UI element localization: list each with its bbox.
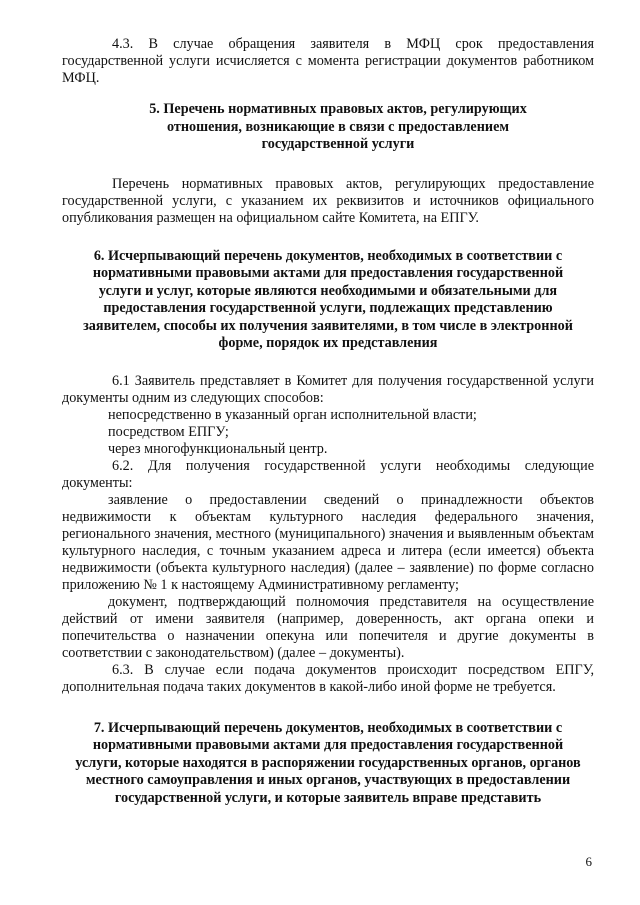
paragraph-6-2: 6.2. Для получения государственной услуги необходимы следующие документы: bbox=[62, 457, 594, 491]
required-document-2: документ, подтверждающий полномочия представителя на осуществление действий от имени заявителя (например, доверенность, акт органа опеки и попечительства о назначении опекуна или попечителя и другие документы в соответствии с законодательством) (далее – документы). bbox=[62, 593, 594, 661]
submission-way-3: через многофункциональный центр. bbox=[108, 440, 328, 457]
submission-way-1: непосредственно в указанный орган исполнительной власти; bbox=[108, 406, 477, 423]
page-number: 6 bbox=[585, 854, 592, 869]
section-5-heading: 5. Перечень нормативных правовых актов, регулирующих отношения, возникающие в связи с предоставлением государственной услуги bbox=[149, 101, 527, 152]
page-content bbox=[62, 36, 594, 807]
submission-way-2: посредством ЕПГУ; bbox=[108, 423, 229, 440]
paragraph-6-3: 6.3. В случае если подача документов происходит посредством ЕПГУ, дополнительная подача таких документов в какой-либо иной форме не требуется. bbox=[62, 661, 594, 695]
paragraph-6-1: 6.1 Заявитель представляет в Комитет для получения государственной услуги документы одним из следующих способов: bbox=[62, 372, 594, 406]
required-document-1: заявление о предоставлении сведений о принадлежности объектов недвижимости к объектам культурного наследия федерального значения, регионального значения, местного (муниципального) значения и выявленным объектам культурного наследия, с точным указанием адреса и литера (если имеется) объекта недвижимости (объекта культурного наследия) (далее – заявление) по форме согласно приложению № 1 к настоящему Административному регламенту; bbox=[62, 491, 594, 593]
section-6-heading: 6. Исчерпывающий перечень документов, необходимых в соответствии с нормативными правовыми актами для предоставления государственной услуги и услуг, которые являются необходимыми и обязательными для предоставления государственной услуги, подлежащих представлению заявителем, способы их получения заявителями, в том числе в электронной форме, порядок их представления bbox=[83, 247, 573, 351]
section-5-text: Перечень нормативных правовых актов, регулирующих предоставление государственной услуги, с указанием их реквизитов и источников официального опубликования размещен на официальном сайте Комитета, на ЕПГУ. bbox=[62, 175, 594, 226]
section-7-heading: 7. Исчерпывающий перечень документов, необходимых в соответствии с нормативными правовыми актами для предоставления государственной услуги, которые находятся в распоряжении государственных органов, органов местного самоуправления и иных органов, участвующих в предоставлении государственной услуги, и которые заявитель вправе представить bbox=[75, 719, 581, 806]
paragraph-4-3: 4.3. В случае обращения заявителя в МФЦ срок предоставления государственной услуги исчисляется с момента регистрации документов работником МФЦ. bbox=[62, 36, 594, 86]
